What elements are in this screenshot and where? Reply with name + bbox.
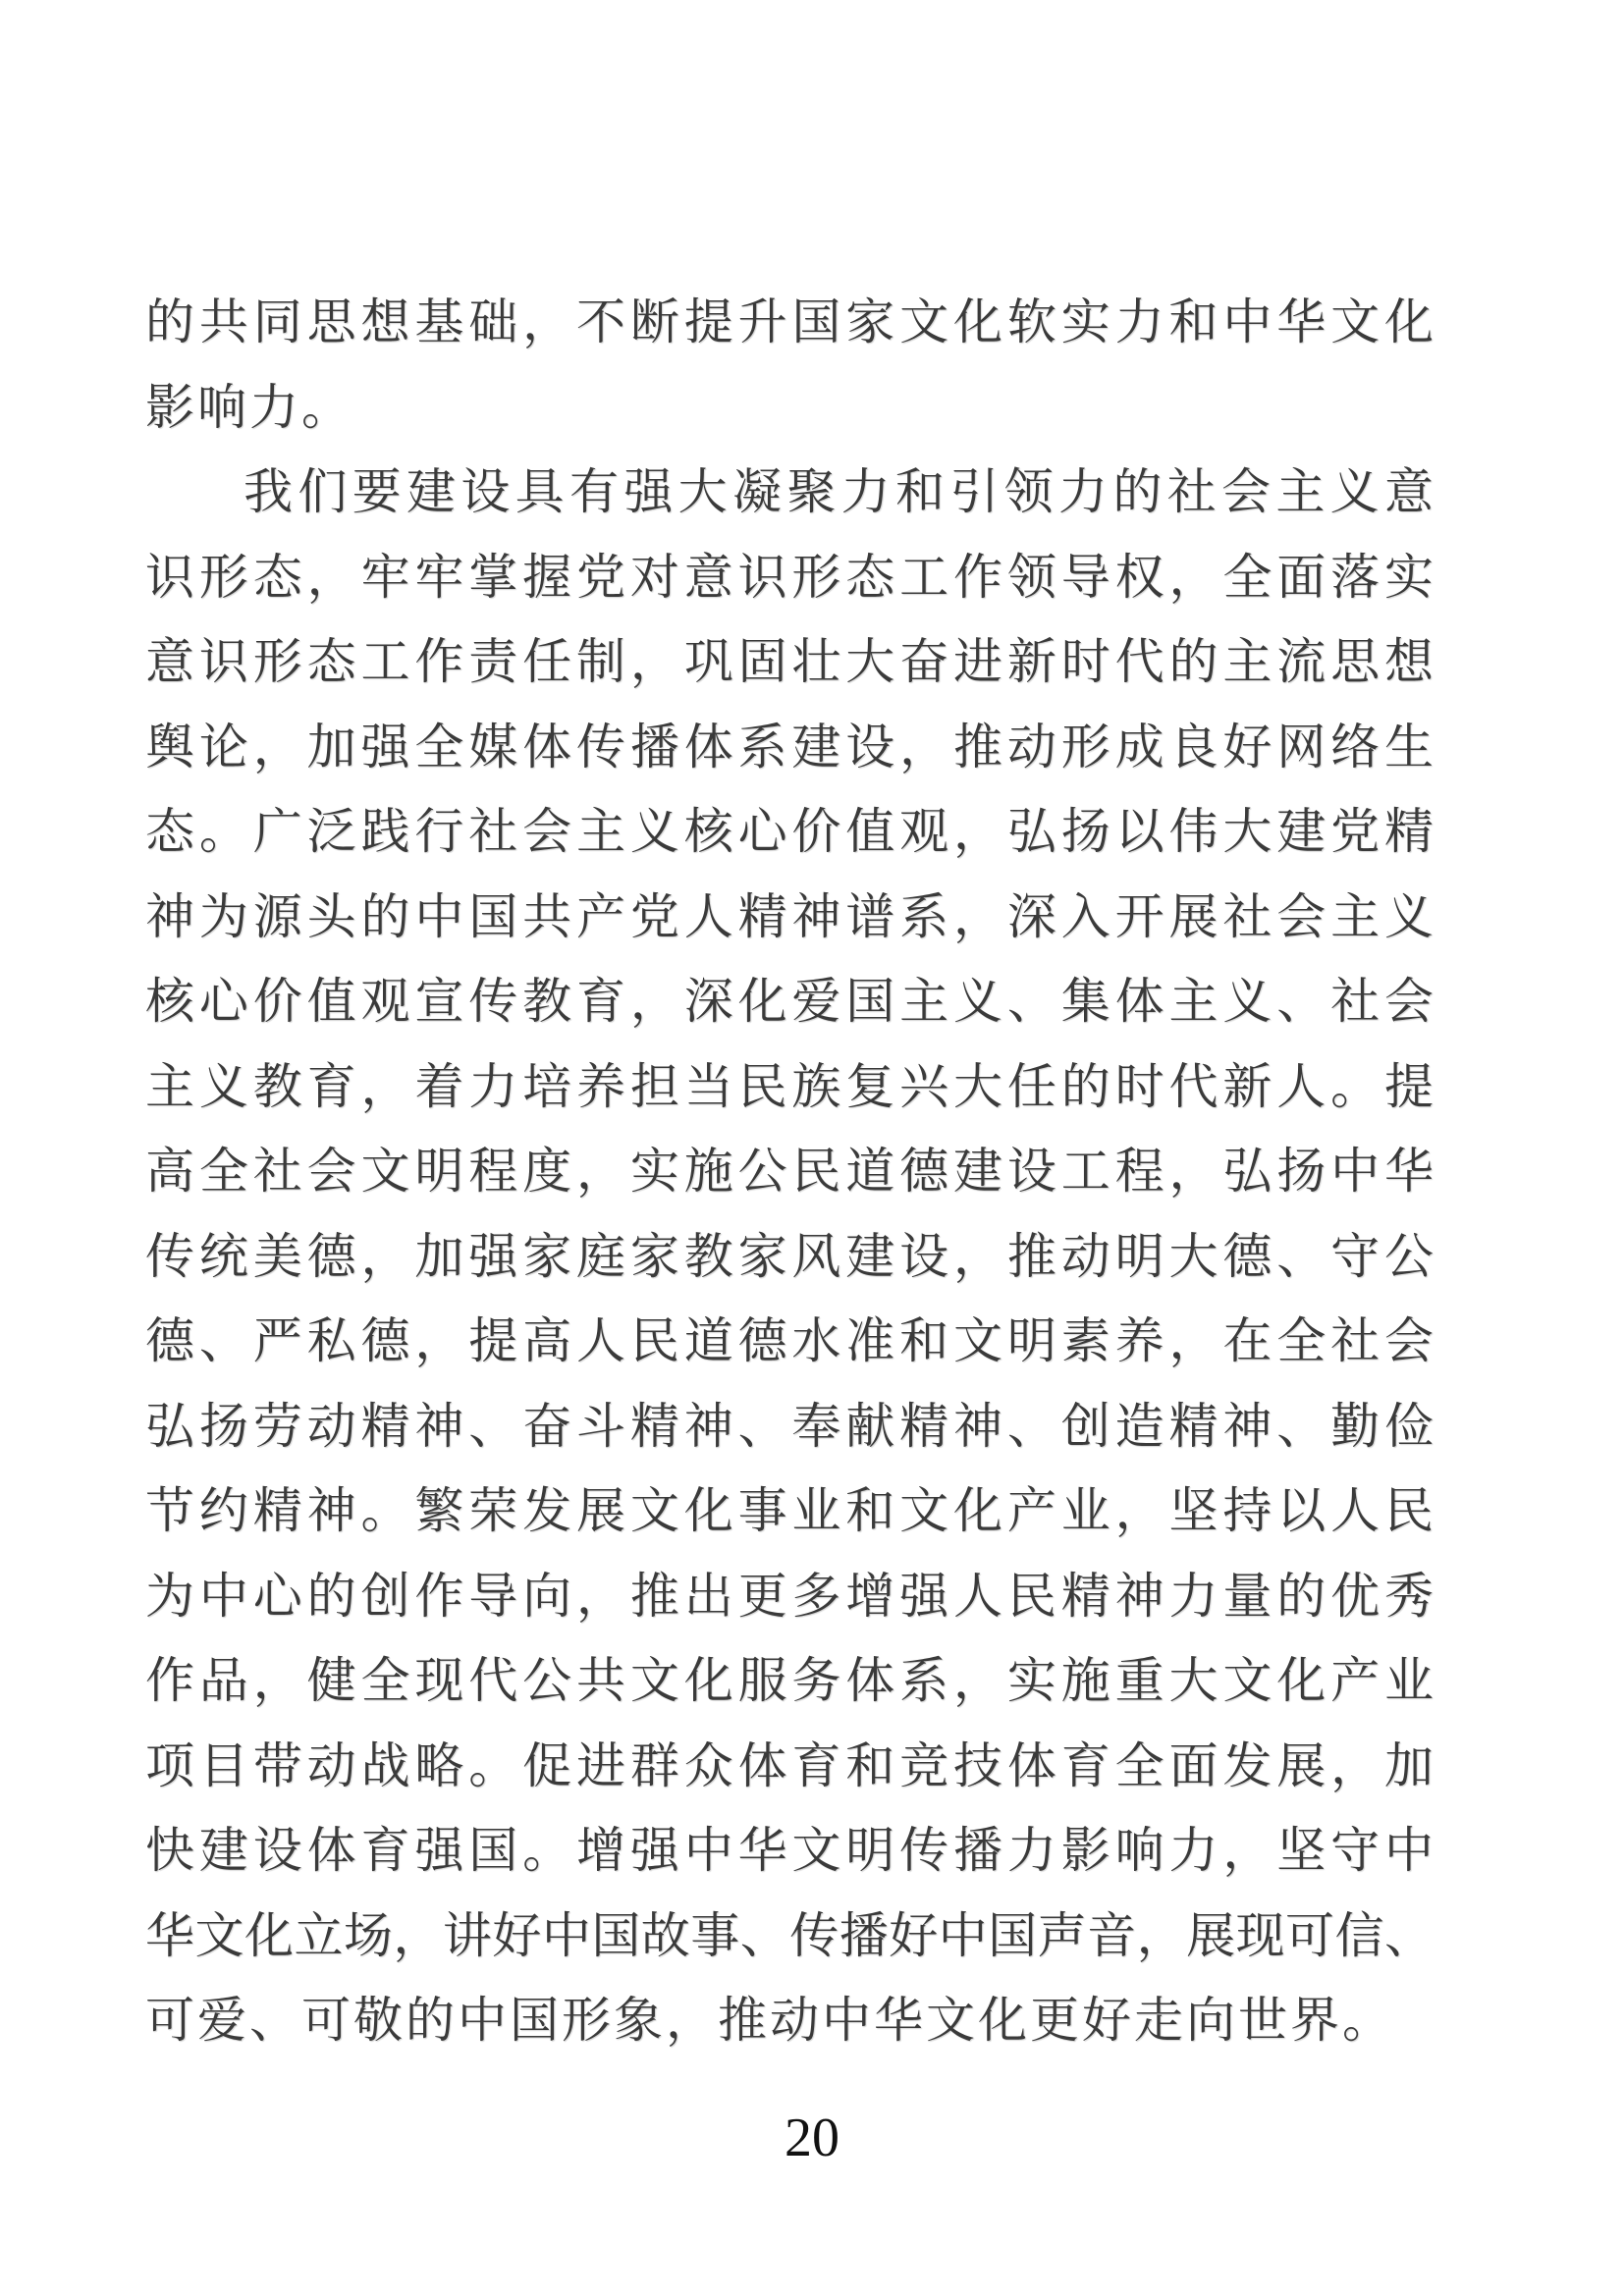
text-line: 核心价值观宣传教育，深化爱国主义、集体主义、社会 [145,974,1434,1029]
text-line: 节约精神。繁荣发展文化事业和文化产业，坚持以人民 [145,1483,1434,1538]
text-line: 项目带动战略。促进群众体育和竞技体育全面发展，加 [145,1737,1434,1793]
text-line: 德、严私德，提高人民道德水准和文明素养，在全社会 [145,1313,1434,1368]
body-text [145,280,1434,2063]
page-number: 20 [785,2108,839,2168]
text-line: 华文化立场，讲好中国故事、传播好中国声音，展现可信、 [145,1907,1434,1963]
text-line: 为中心的创作导向，推出更多增强人民精神力量的优秀 [145,1568,1434,1624]
text-line: 的共同思想基础，不断提升国家文化软实力和中华文化 [145,294,1434,349]
text-line: 可爱、可敬的中国形象，推动中华文化更好走向世界。 [145,1993,1394,2048]
text-line: 高全社会文明程度，实施公民道德建设工程，弘扬中华 [145,1144,1434,1199]
text-line: 主义教育，着力培养担当民族复兴大任的时代新人。提 [145,1058,1434,1114]
text-line: 神为源头的中国共产党人精神谱系，深入开展社会主义 [145,888,1434,944]
text-line: 影响力。 [145,379,353,435]
text-line: 我们要建设具有强大凝聚力和引领力的社会主义意 [244,464,1434,519]
text-line: 识形态，牢牢掌握党对意识形态工作领导权，全面落实 [145,549,1434,605]
text-line: 意识形态工作责任制，巩固壮大奋进新时代的主流思想 [145,634,1434,689]
text-line: 态。广泛践行社会主义核心价值观，弘扬以伟大建党精 [145,804,1434,859]
text-line: 舆论，加强全媒体传播体系建设，推动形成良好网络生 [145,719,1434,774]
text-line: 快建设体育强国。增强中华文明传播力影响力，坚守中 [145,1823,1434,1878]
text-line: 作品，健全现代公共文化服务体系，实施重大文化产业 [145,1653,1434,1708]
text-line: 弘扬劳动精神、奋斗精神、奉献精神、创造精神、勤俭 [145,1398,1434,1454]
text-line: 传统美德，加强家庭家教家风建设，推动明大德、守公 [145,1228,1434,1284]
